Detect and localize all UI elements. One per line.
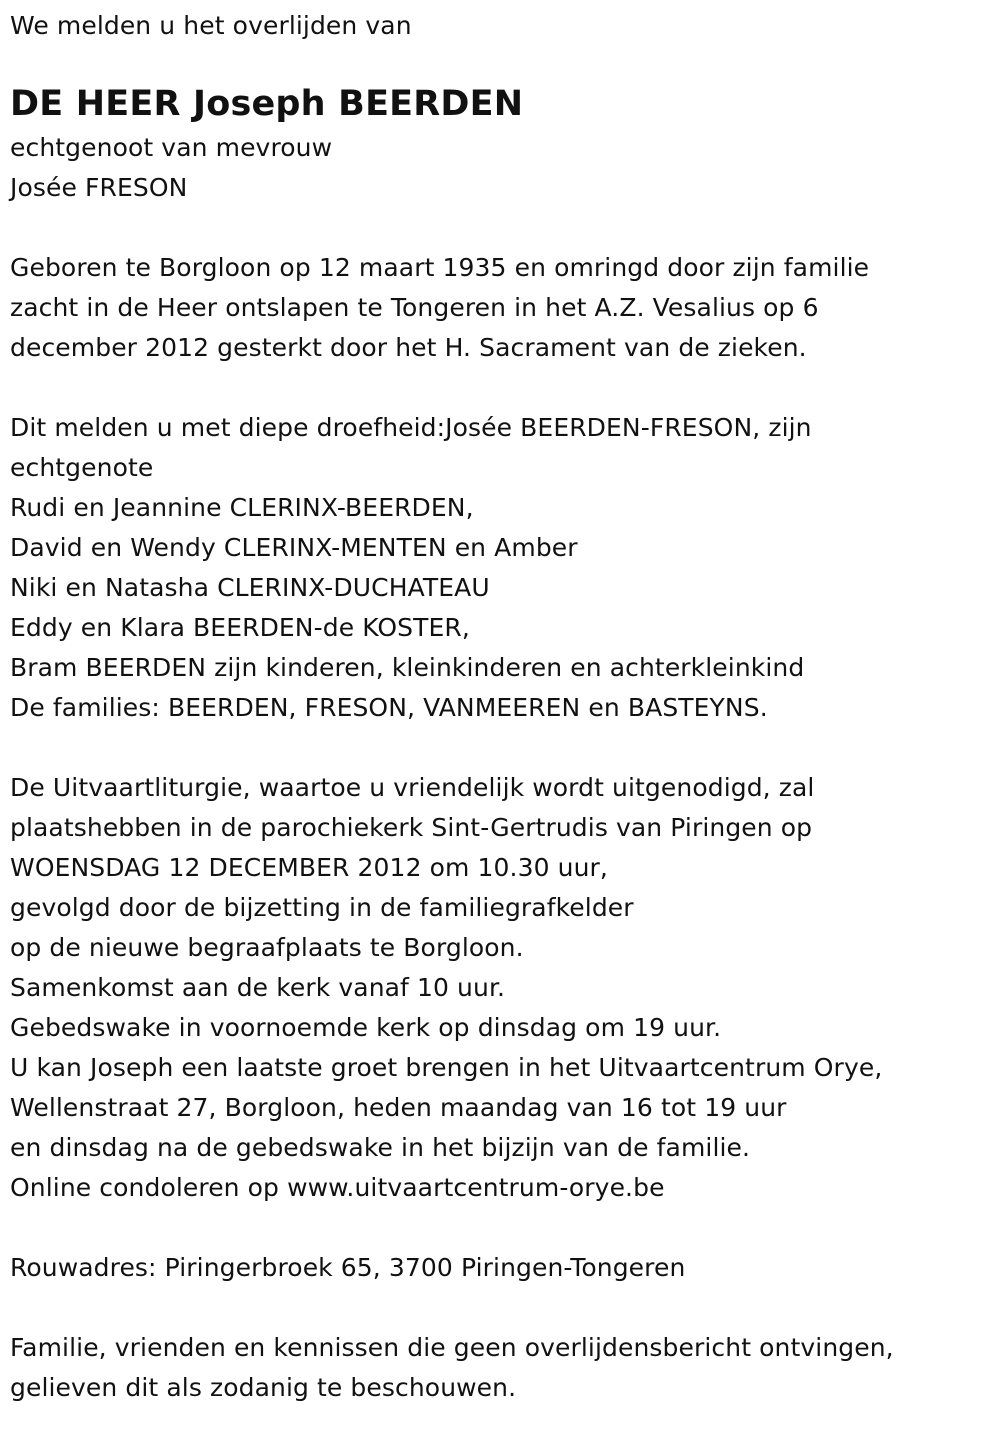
family-line: Bram BEERDEN zijn kinderen, kleinkinderen en achterkleinkind	[10, 653, 805, 682]
spouse-name: Josée FRESON	[10, 173, 188, 202]
family-line: echtgenote	[10, 453, 154, 482]
closing-line: gelieven dit als zodanig te beschouwen.	[10, 1373, 517, 1402]
spacer	[10, 728, 995, 768]
funeral-line: op de nieuwe begraafplaats te Borgloon.	[10, 933, 524, 962]
paragraph-line: Geboren te Borgloon op 12 maart 1935 en omringd door zijn familie	[10, 253, 870, 282]
funeral-line: Gebedswake in voornoemde kerk op dinsdag om 19 uur.	[10, 1013, 722, 1042]
closing-line: Familie, vrienden en kennissen die geen overlijdensbericht ontvingen,	[10, 1333, 894, 1362]
family-line: David en Wendy CLERINX-MENTEN en Amber	[10, 533, 578, 562]
spacer	[10, 1288, 995, 1328]
deceased-name: DE HEER Joseph BEERDEN	[10, 84, 524, 124]
family-line: Eddy en Klara BEERDEN-de KOSTER,	[10, 613, 470, 642]
family-line: Rudi en Jeannine CLERINX-BEERDEN,	[10, 493, 474, 522]
funeral-line: en dinsdag na de gebedswake in het bijzijn van de familie.	[10, 1133, 751, 1162]
mourning-address: Rouwadres: Piringerbroek 65, 3700 Piringen-Tongeren	[10, 1253, 686, 1282]
funeral-line: gevolgd door de bijzetting in de familiegrafkelder	[10, 893, 634, 922]
intro-text: We melden u het overlijden van	[10, 11, 412, 40]
spacer	[10, 368, 995, 408]
funeral-line: De Uitvaartliturgie, waartoe u vriendelijk wordt uitgenodigd, zal	[10, 773, 815, 802]
paragraph-line: december 2012 gesterkt door het H. Sacrament van de zieken.	[10, 333, 807, 362]
spacer	[10, 208, 995, 248]
funeral-line: Wellenstraat 27, Borgloon, heden maandag van 16 tot 19 uur	[10, 1093, 787, 1122]
family-line: De families: BEERDEN, FRESON, VANMEEREN en BASTEYNS.	[10, 693, 768, 722]
funeral-line: plaatshebben in de parochiekerk Sint-Gertrudis van Piringen op	[10, 813, 813, 842]
family-paragraph	[10, 408, 995, 728]
obituary-notice	[10, 6, 995, 1408]
family-line: Niki en Natasha CLERINX-DUCHATEAU	[10, 573, 490, 602]
birth-death-paragraph	[10, 248, 995, 368]
condolence-line: Online condoleren op www.uitvaartcentrum-orye.be	[10, 1173, 665, 1202]
spouse-block	[10, 128, 995, 208]
funeral-line: U kan Joseph een laatste groet brengen in het Uitvaartcentrum Orye,	[10, 1053, 883, 1082]
spouse-line: echtgenoot van mevrouw	[10, 133, 333, 162]
funeral-line: WOENSDAG 12 DECEMBER 2012 om 10.30 uur,	[10, 853, 608, 882]
funeral-paragraph	[10, 768, 995, 1208]
closing-paragraph	[10, 1328, 995, 1408]
family-line: Dit melden u met diepe droefheid:Josée BEERDEN-FRESON, zijn	[10, 413, 812, 442]
spacer	[10, 1208, 995, 1248]
paragraph-line: zacht in de Heer ontslapen te Tongeren in het A.Z. Vesalius op 6	[10, 293, 819, 322]
funeral-line: Samenkomst aan de kerk vanaf 10 uur.	[10, 973, 506, 1002]
